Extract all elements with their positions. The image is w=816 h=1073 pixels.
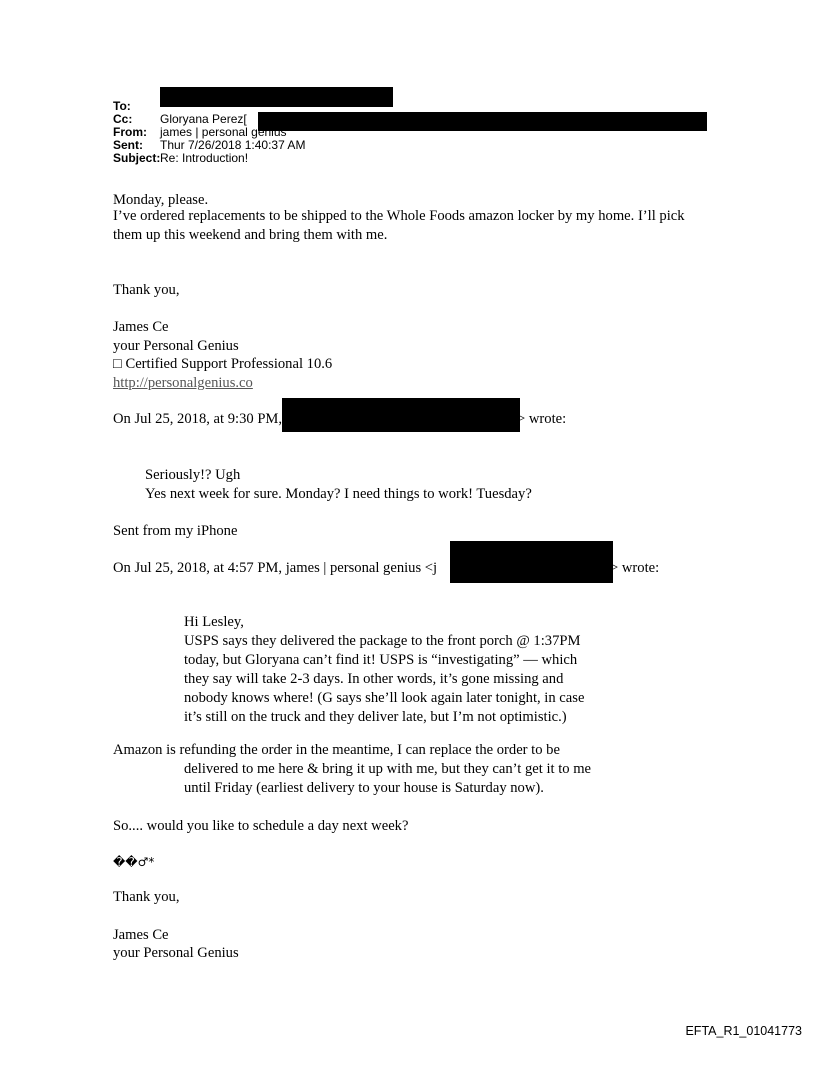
quote-intro: On Jul 25, 2018, at 4:57 PM, james | personal genius <j: [113, 560, 438, 576]
body-line: I’ve ordered replacements to be shipped to the Whole Foods amazon locker by my home. I’ll pick: [113, 208, 685, 224]
sent-from-text: Sent from my iPhone: [113, 523, 238, 539]
signature-cert: □ Certified Support Professional 10.6: [113, 356, 333, 372]
quote-line: today, but Gloryana can’t find it! USPS is “investigating” — which: [184, 652, 578, 668]
subject-label: Subject:: [113, 151, 161, 165]
subject-value: Re: Introduction!: [160, 151, 249, 165]
signature-title: your Personal Genius: [113, 338, 239, 354]
body-line: Monday, please.: [113, 192, 209, 208]
signature-title: your Personal Genius: [113, 945, 239, 961]
to-label: To:: [113, 99, 131, 113]
quote-line: delivered to me here & bring it up with me, but they can’t get it to me: [184, 761, 592, 777]
signature-name: James Ce: [113, 319, 169, 335]
thanks-text: Thank you,: [113, 889, 180, 905]
cc-label: Cc:: [113, 112, 133, 126]
quote-intro: On Jul 25, 2018, at 9:30 PM,: [113, 411, 283, 427]
redaction-box: [160, 87, 393, 107]
sent-value: Thur 7/26/2018 1:40:37 AM: [160, 138, 306, 152]
from-label: From:: [113, 125, 147, 139]
quote-line: USPS says they delivered the package to the front porch @ 1:37PM: [184, 633, 581, 649]
sent-label: Sent:: [113, 138, 143, 152]
redaction-box: [258, 112, 707, 131]
redaction-box: [450, 541, 613, 583]
garbled-emoji: ��♂*: [113, 855, 155, 869]
thanks-text: Thank you,: [113, 282, 180, 298]
quote-line: Hi Lesley,: [184, 614, 244, 630]
quote-line: until Friday (earliest delivery to your house is Saturday now).: [184, 780, 544, 796]
cc-value: Gloryana Perez[: [160, 112, 247, 126]
signature-name: James Ce: [113, 927, 169, 943]
quote-line: it’s still on the truck and they deliver late, but I’m not optimistic.): [184, 709, 567, 725]
quote-line: nobody knows where! (G says she’ll look again later tonight, in case: [184, 690, 585, 706]
quote-intro-end: > wrote:: [610, 560, 660, 576]
body-line: them up this weekend and bring them with me.: [113, 227, 388, 243]
quote-line: Seriously!? Ugh: [145, 467, 241, 483]
website-link[interactable]: http://personalgenius.co: [113, 375, 253, 391]
quote-line: So.... would you like to schedule a day next week?: [113, 818, 409, 834]
from-value: james | personal genius: [160, 125, 287, 139]
quote-line: Yes next week for sure. Monday? I need things to work! Tuesday?: [145, 486, 532, 502]
quote-line: Amazon is refunding the order in the meantime, I can replace the order to be: [113, 742, 560, 758]
quote-intro-end: > wrote:: [517, 411, 567, 427]
quote-line: they say will take 2-3 days. In other words, it’s gone missing and: [184, 671, 564, 687]
redaction-box: [282, 398, 520, 432]
document-id: EFTA_R1_01041773: [685, 1024, 802, 1038]
